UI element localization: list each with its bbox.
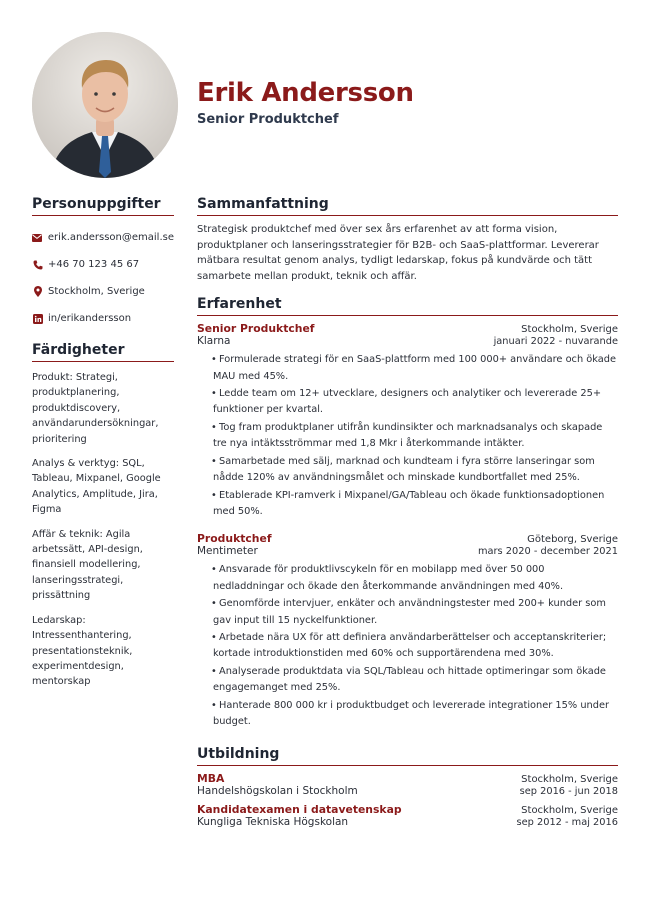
contact-location-text: Stockholm, Sverige bbox=[48, 286, 145, 297]
contact-location bbox=[32, 278, 174, 305]
skill-group-analytics: Analys & verktyg: SQL, Tableau, Mixpanel, Google Analytics, Amplitude, Jira, Figma bbox=[32, 458, 161, 516]
education-heading: Utbildning bbox=[197, 746, 618, 766]
job-bullet: • Ledde team om 12+ utvecklare, designers och analytiker och levererade 25+ funktioner per kvartal. bbox=[213, 386, 618, 418]
job-role: Produktchef bbox=[197, 532, 272, 546]
edu-dates: sep 2016 - jun 2018 bbox=[519, 786, 618, 798]
edu-degree: Kandidatexamen i datavetenskap bbox=[197, 803, 402, 817]
experience-heading: Erfarenhet bbox=[197, 296, 618, 316]
job-bullet: • Arbetade nära UX för att definiera användarberättelser och acceptanskriterier; kortade introduktionstiden med 60% och supportärendena med 30%. bbox=[213, 630, 618, 662]
contact-linkedin[interactable] bbox=[32, 305, 174, 332]
skill-group-product: Produkt: Strategi, produktplanering, produktdiscovery, användarundersökningar, prioritering bbox=[32, 372, 159, 445]
job-dates: mars 2020 - december 2021 bbox=[477, 546, 618, 558]
job-bullet: • Etablerade KPI-ramverk i Mixpanel/GA/Tableau och ökade funktionsadoptionen med 50%. bbox=[213, 488, 618, 520]
email-icon bbox=[32, 232, 43, 243]
job-bullet: • Samarbetade med sälj, marknad och kundteam i fyra större lanseringar som nådde 120% av användningsmålet och minskade kundbortfallet med 25%. bbox=[213, 454, 618, 486]
job-bullets bbox=[197, 562, 618, 730]
contact-email-text: erik.andersson@email.se bbox=[47, 232, 174, 243]
candidate-name: Erik Andersson bbox=[197, 78, 414, 108]
skill-group-leadership: Ledarskap: Intressenthantering, presentationsteknik, experimentdesign, mentorskap bbox=[32, 614, 133, 688]
portrait-image bbox=[32, 32, 178, 178]
job-bullet: • Analyserade produktdata via SQL/Tableau och hittade optimeringar som ökade engagemanget med 25%. bbox=[213, 664, 618, 696]
job-bullet: • Ansvarade för produktlivscykeln för en mobilapp med över 50 000 nedladdningar och ökade den återkommande användningen med 40%. bbox=[213, 562, 618, 594]
job-location: Stockholm, Sverige bbox=[521, 324, 618, 336]
skill-group-business: Affär & teknik: Agila arbetssätt, API-design, finansiell modellering, lanseringsstrategi, prissättning bbox=[32, 528, 143, 602]
job-bullet: • Genomförde intervjuer, enkäter och användningstester med 200+ kunder som gav input till 15 nyckelfunktioner. bbox=[213, 596, 618, 628]
phone-icon bbox=[32, 259, 43, 270]
job-bullet: • Tog fram produktplaner utifrån kundinsikter och marknadsanalys och skapade tre nya intäktsströmmar med 1,8 Mkr i återkommande intäkter. bbox=[213, 420, 618, 452]
edu-location: Stockholm, Sverige bbox=[521, 805, 618, 817]
job-bullets bbox=[197, 352, 618, 520]
job-bullet: • Formulerade strategi för en SaaS-plattform med 100 000+ användare och ökade MAU med 45%. bbox=[213, 352, 618, 384]
candidate-title: Senior Produktchef bbox=[197, 112, 339, 127]
contact-email[interactable] bbox=[32, 224, 174, 251]
job-entry bbox=[197, 532, 618, 730]
job-company: Klarna bbox=[197, 335, 231, 348]
contact-phone-text: +46 70 123 45 67 bbox=[48, 259, 140, 270]
summary-text: Strategisk produktchef med över sex års erfarenhet av att forma vision, produktplaner och lanseringsstrategier för B2B- och SaaS-plattformar. Levererar mätbara resultat genom analys, tydligt ledarskap, fokus på kundvärde och tätt samarbete mellan produkt, teknik och affär. bbox=[197, 224, 599, 282]
edu-dates: sep 2012 - maj 2016 bbox=[516, 817, 618, 829]
edu-location: Stockholm, Sverige bbox=[521, 774, 618, 786]
contact-phone[interactable] bbox=[32, 251, 174, 278]
edu-school: Handelshögskolan i Stockholm bbox=[197, 785, 358, 798]
contact-linkedin-text: in/erikandersson bbox=[48, 313, 132, 324]
job-company: Mentimeter bbox=[197, 545, 258, 558]
personal-heading: Personuppgifter bbox=[32, 196, 174, 216]
edu-degree: MBA bbox=[197, 772, 225, 786]
job-dates: januari 2022 - nuvarande bbox=[493, 336, 618, 348]
job-entry bbox=[197, 322, 618, 520]
skills-heading: Färdigheter bbox=[32, 342, 174, 362]
linkedin-icon bbox=[32, 313, 43, 324]
profile-photo bbox=[32, 32, 178, 178]
job-bullet: • Hanterade 800 000 kr i produktbudget och levererade integrationer 15% under budget. bbox=[213, 698, 618, 730]
main-content bbox=[197, 196, 618, 834]
edu-school: Kungliga Tekniska Högskolan bbox=[197, 816, 349, 829]
education-entry bbox=[197, 803, 618, 828]
education-entry bbox=[197, 772, 618, 797]
sidebar bbox=[32, 196, 174, 699]
job-role: Senior Produktchef bbox=[197, 322, 315, 336]
summary-heading: Sammanfattning bbox=[197, 196, 618, 216]
job-location: Göteborg, Sverige bbox=[527, 534, 618, 546]
location-icon bbox=[32, 286, 43, 297]
